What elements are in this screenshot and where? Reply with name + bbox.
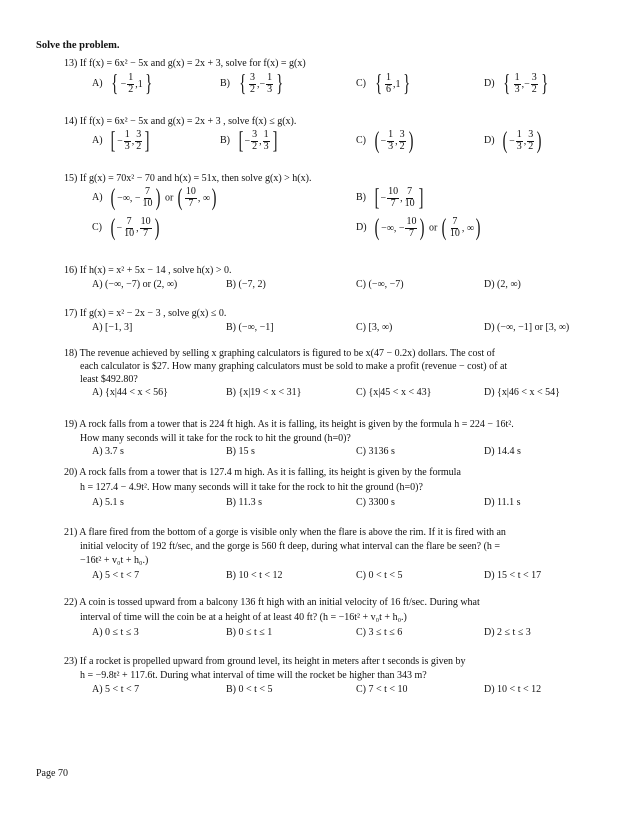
option-label: B) <box>220 135 230 147</box>
section-header: Solve the problem. <box>36 40 120 51</box>
fraction: $\frac{1}{3}$ <box>514 72 520 95</box>
fraction: $\frac{3}{2}$ <box>252 129 258 152</box>
q14-option-c: C) ( − $\frac{1}{3}$ , $\frac{3}{2}$ ) <box>356 128 414 154</box>
q22-option-a: A) 0 ≤ t ≤ 3 <box>92 627 139 638</box>
fraction: $\frac{7}{10}$ <box>449 216 460 239</box>
q17-option-d: D) (−∞, −1] or [3, ∞) <box>484 322 570 333</box>
fraction: $\frac{7}{10}$ <box>404 186 415 209</box>
fraction: $\frac{7}{10}$ <box>142 186 153 209</box>
question-22-line-2: interval of time will the coin be at a height of at least 40 ft? (h = −16t² + v₀t + h₀.) <box>80 612 407 623</box>
fraction: $\frac{7}{10}$ <box>124 216 135 239</box>
fraction: $\frac{3}{2}$ <box>528 129 534 152</box>
fraction: $\frac{3}{2}$ <box>399 129 405 152</box>
fraction: $\frac{10}{7}$ <box>388 186 399 209</box>
fraction: $\frac{1}{2}$ <box>128 72 134 95</box>
option-label: A) <box>92 135 103 147</box>
question-23-line-2: h = −9.8t² + 117.6t. During what interval of time will the rocket be higher than 343 m? <box>80 670 427 681</box>
question-15: 15) If g(x) = 70x² − 70 and h(x) = 51x, then solve g(x) > h(x). <box>64 173 312 184</box>
or-word: or <box>164 192 174 204</box>
q18-option-d: D) {x|46 < x < 54} <box>484 387 560 398</box>
question-14: 14) If f(x) = 6x² − 5x and g(x) = 2x + 3 , solve f(x) ≤ g(x). <box>64 116 297 127</box>
option-label: B) <box>220 78 230 90</box>
or-word: or <box>428 222 438 234</box>
q16-option-c: C) (−∞, −7) <box>356 279 404 290</box>
q17-option-b: B) (−∞, −1] <box>226 322 274 333</box>
option-label: D) <box>484 135 495 147</box>
q15-option-c: C) ( − $\frac{7}{10}$ , $\frac{10}{7}$ ) <box>92 215 160 241</box>
value: 1 <box>137 78 143 90</box>
q21-option-c: C) 0 < t < 5 <box>356 570 403 581</box>
question-13: 13) If f(x) = 6x² − 5x and g(x) = 2x + 3, solve for f(x) = g(x) <box>64 58 306 69</box>
q16-option-d: D) (2, ∞) <box>484 279 521 290</box>
question-17: 17) If g(x) = x² − 2x − 3 , solve g(x) ≤ 0. <box>64 308 227 319</box>
question-23-line-1: 23) If a rocket is propelled upward from ground level, its height in meters after t seconds is given by <box>64 656 466 667</box>
option-label: D) <box>484 78 495 90</box>
q23-option-c: C) 7 < t < 10 <box>356 684 408 695</box>
q18-option-b: B) {x|19 < x < 31} <box>226 387 302 398</box>
sign: − <box>120 78 127 90</box>
fraction: $\frac{1}{3}$ <box>124 129 130 152</box>
question-22-line-1: 22) A coin is tossed upward from a balcony 136 ft high with an initial velocity of 16 ft/sec. During what <box>64 597 480 608</box>
question-20-line-2: h = 127.4 − 4.9t². How many seconds will it take for the rock to hit the ground (h=0)? <box>80 482 423 493</box>
q20-option-c: C) 3300 s <box>356 497 395 508</box>
question-19-line-1: 19) A rock falls from a tower that is 224 ft high. As it is falling, its height is given by the formula h = 224 − 16t². <box>64 419 514 430</box>
question-16: 16) If h(x) = x² + 5x − 14 , solve h(x) > 0. <box>64 265 232 276</box>
fraction: $\frac{10}{7}$ <box>140 216 151 239</box>
fraction: $\frac{10}{7}$ <box>185 186 196 209</box>
q23-option-a: A) 5 < t < 7 <box>92 684 140 695</box>
q13-option-c: C) { $\frac{1}{6}$ , 1 } <box>356 71 410 97</box>
fraction: $\frac{3}{2}$ <box>250 72 256 95</box>
question-18-line-2: each calculator is $27. How many graphing calculators must be sold to make a profit (revenue − cost) of at <box>80 361 508 372</box>
page-number: Page 70 <box>36 768 68 779</box>
fraction: $\frac{3}{2}$ <box>136 129 142 152</box>
fraction: $\frac{1}{3}$ <box>388 129 394 152</box>
option-label: B) <box>356 192 366 204</box>
question-21-line-3: −16t² + v₀t + h₀.) <box>80 555 149 566</box>
question-18-line-1: 18) The revenue achieved by selling x graphing calculators is figured to be x(47 − 0.2x) dollars. The cost of <box>64 348 495 359</box>
fraction: $\frac{1}{3}$ <box>516 129 522 152</box>
fraction: $\frac{1}{3}$ <box>267 72 273 95</box>
q13-option-d: D) { $\frac{1}{3}$ , − $\frac{3}{2}$ } <box>484 71 548 97</box>
question-20-line-1: 20) A rock falls from a tower that is 127.4 m high. As it is falling, its height is given by the formula <box>64 467 461 478</box>
q19-option-b: B) 15 s <box>226 446 255 457</box>
q14-option-b: B) [ − $\frac{3}{2}$ , $\frac{1}{3}$ ] <box>220 128 278 154</box>
q20-option-a: A) 5.1 s <box>92 497 124 508</box>
question-21-line-2: initial velocity of 192 ft/sec, and the gorge is 560 ft deep, during what interval can the flare be seen? (h = <box>80 541 501 552</box>
q13-option-a: A) { − $\frac{1}{2}$ , 1 } <box>92 71 152 97</box>
q22-option-b: B) 0 ≤ t ≤ 1 <box>226 627 273 638</box>
q17-option-a: A) [−1, 3] <box>92 322 133 333</box>
q23-option-b: B) 0 < t < 5 <box>226 684 273 695</box>
q23-option-d: D) 10 < t < 12 <box>484 684 542 695</box>
q21-option-b: B) 10 < t < 12 <box>226 570 283 581</box>
q22-option-d: D) 2 ≤ t ≤ 3 <box>484 627 531 638</box>
option-label: C) <box>356 135 366 147</box>
q15-option-b: B) [ − $\frac{10}{7}$ , $\frac{7}{10}$ ] <box>356 185 424 211</box>
q18-option-a: A) {x|44 < x < 56} <box>92 387 168 398</box>
q15-option-d: D) ( −∞, − $\frac{10}{7}$ ) or ( $\frac{7}{10}$ , ∞ ) <box>356 215 481 241</box>
option-label: A) <box>92 192 103 204</box>
option-label: C) <box>356 78 366 90</box>
option-label: C) <box>92 222 102 234</box>
q20-option-b: B) 11.3 s <box>226 497 263 508</box>
q19-option-c: C) 3136 s <box>356 446 395 457</box>
question-18-line-3: least $492.80? <box>80 374 138 385</box>
q18-option-c: C) {x|45 < x < 43} <box>356 387 432 398</box>
q16-option-b: B) (−7, 2) <box>226 279 266 290</box>
q20-option-d: D) 11.1 s <box>484 497 521 508</box>
q17-option-c: C) [3, ∞) <box>356 322 393 333</box>
q14-option-a: A) [ − $\frac{1}{3}$ , $\frac{3}{2}$ ] <box>92 128 150 154</box>
q21-option-a: A) 5 < t < 7 <box>92 570 140 581</box>
q22-option-c: C) 3 ≤ t ≤ 6 <box>356 627 403 638</box>
q19-option-a: A) 3.7 s <box>92 446 124 457</box>
fraction: $\frac{3}{2}$ <box>531 72 537 95</box>
option-label: A) <box>92 78 103 90</box>
q16-option-a: A) (−∞, −7) or (2, ∞) <box>92 279 178 290</box>
q14-option-d: D) ( − $\frac{1}{3}$ , $\frac{3}{2}$ ) <box>484 128 542 154</box>
q19-option-d: D) 14.4 s <box>484 446 521 457</box>
fraction: $\frac{10}{7}$ <box>406 216 417 239</box>
q13-option-b: B) { $\frac{3}{2}$ , − $\frac{1}{3}$ } <box>220 71 284 97</box>
option-label: D) <box>356 222 367 234</box>
question-21-line-1: 21) A flare fired from the bottom of a gorge is visible only when the flare is above the rim. If it is fired with an <box>64 527 506 538</box>
q21-option-d: D) 15 < t < 17 <box>484 570 542 581</box>
fraction: $\frac{1}{6}$ <box>386 72 392 95</box>
fraction: $\frac{1}{3}$ <box>263 129 269 152</box>
question-19-line-2: How many seconds will it take for the rock to hit the ground (h=0)? <box>80 433 351 444</box>
q15-option-a: A) ( −∞, − $\frac{7}{10}$ ) or ( $\frac{10}{7}$ , ∞ ) <box>92 185 217 211</box>
